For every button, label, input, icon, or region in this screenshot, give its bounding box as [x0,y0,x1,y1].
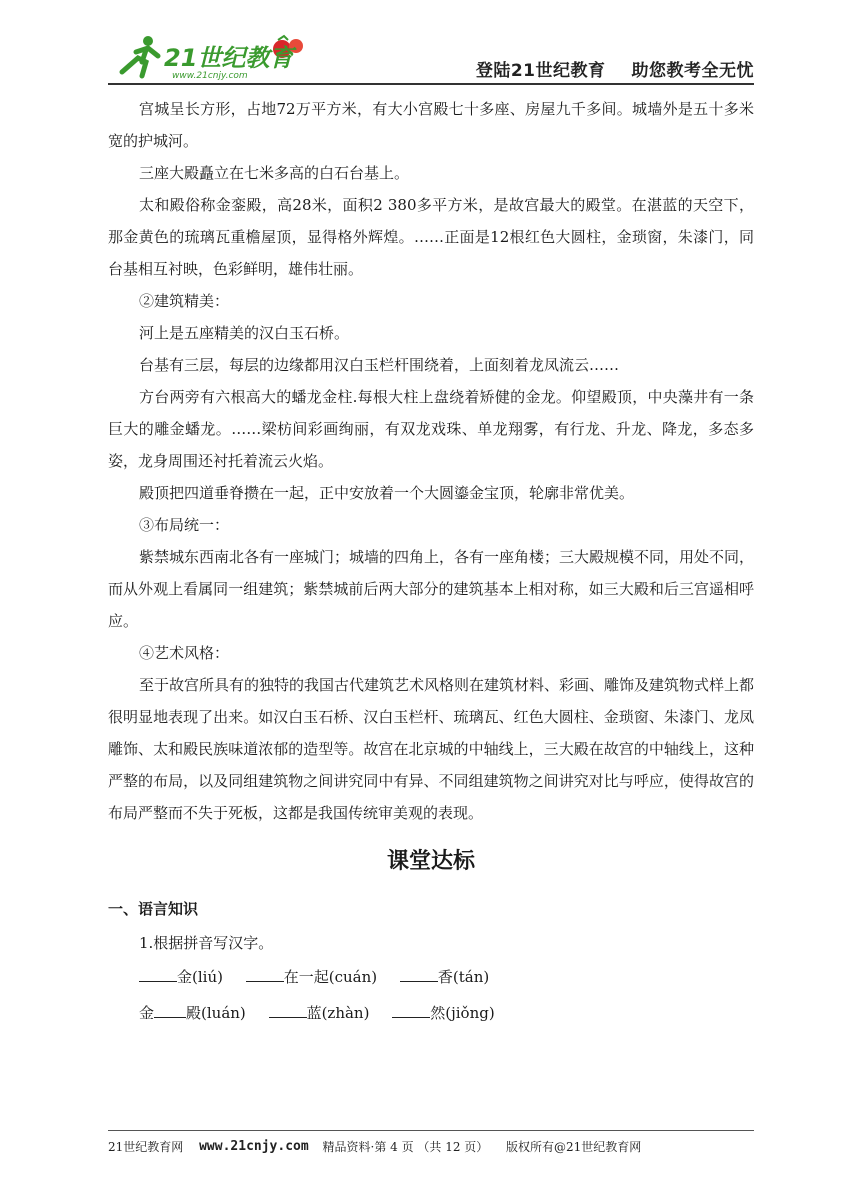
footer-divider [108,1130,754,1131]
item-prefix: 金 [139,1004,155,1022]
page-header [108,30,754,84]
paragraph: 三座大殿矗立在七米多高的白石台基上。 [139,164,410,182]
footer-site-name: 21世纪教育网 [108,1140,184,1154]
pinyin-item [392,995,494,1031]
subsection-heading: 一、语言知识 [108,900,199,918]
item-text: 金(liú) [177,968,223,986]
paragraph-heading: ③布局统一： [139,516,230,534]
slogan-left: 登陆21世纪教育 [475,61,606,81]
pinyin-item [139,995,246,1031]
logo-text: 21世纪教育 [164,44,294,72]
pinyin-row-2 [108,995,754,1031]
site-logo [112,32,312,82]
answer-blank[interactable] [392,1003,430,1018]
slogan-right: 助您教考全无忧 [631,61,754,81]
paragraph: 殿顶把四道垂脊攒在一起，正中安放着一个大圆鎏金宝顶，轮廓非常优美。 [139,484,635,502]
question-text: 1.根据拼音写汉字。 [139,934,274,952]
paragraph: 台基有三层，每层的边缘都用汉白玉栏杆围绕着，上面刻着龙凤流云…… [139,356,620,374]
footer-page-info: 精品资料·第 4 页 （共 12 页） [322,1140,489,1154]
answer-blank[interactable] [154,1003,186,1018]
item-text: 蓝(zhàn) [306,1004,370,1022]
header-slogan [476,56,754,81]
footer-site-url[interactable]: www.21cnjy.com [199,1139,309,1154]
footer-copyright: 版权所有@21世纪教育网 [505,1140,642,1154]
pinyin-item [269,995,370,1031]
item-text: 在一起(cuán) [283,968,378,986]
answer-blank[interactable] [269,1003,307,1018]
answer-blank[interactable] [246,967,284,982]
main-content [108,93,754,1031]
paragraph: 至于故宫所具有的独特的我国古代建筑艺术风格则在建筑材料、彩画、雕饰及建筑物式样上都很明显地表现了出来。如汉白玉石桥、汉白玉栏杆、琉璃瓦、红色大圆柱、金琐窗、朱漆门、龙凤雕饰、太和殿民族味道浓郁的造型等。故宫在北京城的中轴线上，三大殿在故宫的中轴线上，这种严整的布局，以及同组建筑物之间讲究同中有异、不同组建筑物之间讲究对比与呼应，使得故宫的布局严整而不失于死板，这都是我国传统审美观的表现。 [108,676,755,822]
paragraph: 太和殿俗称金銮殿，高28米，面积2 380多平方米，是故宫最大的殿堂。在湛蓝的天空下，那金黄色的琉璃瓦重檐屋顶，显得格外辉煌。……正面是12根红色大圆柱，金琐窗，朱漆门，同台基相互衬映，色彩鲜明，雄伟壮丽。 [108,196,754,278]
answer-blank[interactable] [139,967,177,982]
paragraph: 河上是五座精美的汉白玉石桥。 [139,324,350,342]
answer-blank[interactable] [400,967,438,982]
pinyin-row-1 [108,959,754,995]
item-text: 香(tán) [437,968,490,986]
section-title: 课堂达标 [386,849,475,874]
pinyin-item [246,959,377,995]
pinyin-item [400,959,489,995]
paragraph: 宫城呈长方形，占地72万平方米，有大小宫殿七十多座、房屋九千多间。城墙外是五十多米宽的护城河。 [108,100,754,150]
paragraph: 紫禁城东西南北各有一座城门；城墙的四角上，各有一座角楼；三大殿规模不同，用处不同，而从外观上看属同一组建筑；紫禁城前后两大部分的建筑基本上相对称，如三大殿和后三宫遥相呼应。 [108,548,755,630]
paragraph-heading: ②建筑精美： [139,292,230,310]
header-divider [108,83,754,85]
logo-url-text: www.21cnjy.com [172,71,248,81]
runner-figure-icon [122,36,158,76]
pinyin-item [139,959,223,995]
paragraph-heading: ④艺术风格： [139,644,230,662]
item-text: 然(jiǒng) [430,1004,495,1022]
paragraph: 方台两旁有六根高大的蟠龙金柱.每根大柱上盘绕着矫健的金龙。仰望殿顶，中央藻井有一条巨大的雕金蟠龙。……梁枋间彩画绚丽，有双龙戏珠、单龙翔雾，有行龙、升龙、降龙，多态多姿，龙身周围还衬托着流云火焰。 [108,388,754,470]
item-text: 殿(luán) [186,1004,246,1022]
page-footer [108,1138,754,1155]
